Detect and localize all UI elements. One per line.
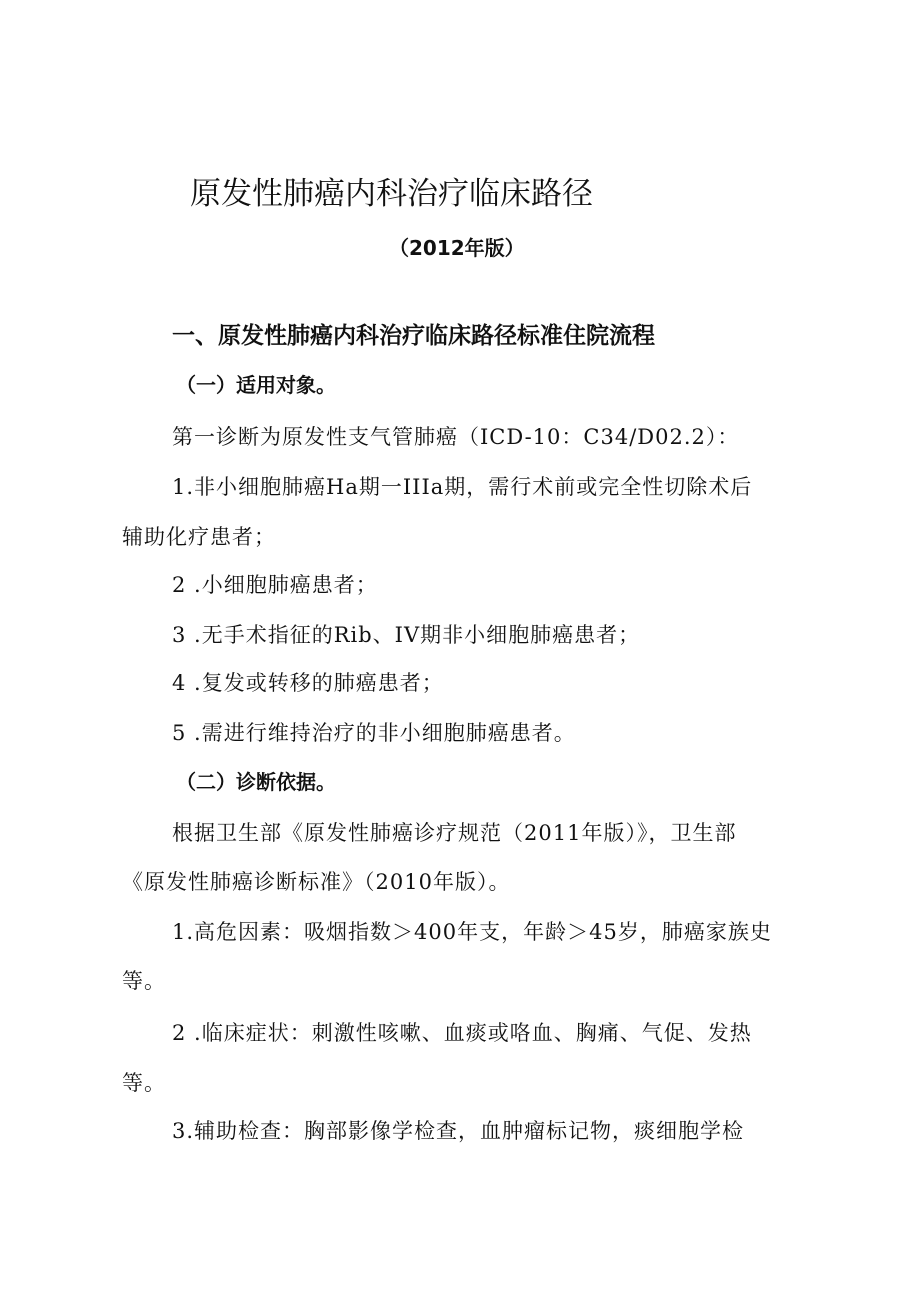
diagnosis-item-1-line-1: 1.高危因素：吸烟指数＞400年支，年龄＞45岁，肺癌家族史: [172, 920, 772, 944]
paragraph-basis-line-2: 《原发性肺癌诊断标准》（2010年版）。: [122, 870, 511, 894]
section-heading: 一、原发性肺癌内科治疗临床路径标准住院流程: [172, 323, 655, 349]
diagnosis-item-1-line-2: 等。: [122, 969, 166, 993]
list-item-3: 3 .无手术指征的Rib、IV期非小细胞肺癌患者；: [172, 623, 641, 647]
list-item-5: 5 .需进行维持治疗的非小细胞肺癌患者。: [172, 721, 576, 745]
list-item-2: 2 .小细胞肺癌患者；: [172, 573, 378, 597]
diagnosis-item-2-line-2: 等。: [122, 1071, 166, 1095]
list-item-1-line-2: 辅助化疗患者；: [122, 525, 276, 549]
edition-label: （2012年版）: [389, 236, 525, 260]
diagnosis-item-3-line-1: 3.辅助检查：胸部影像学检查，血肿瘤标记物，痰细胞学检: [172, 1119, 745, 1143]
subsection-heading-applicable-subjects: （一）适用对象。: [176, 373, 336, 397]
subsection-heading-diagnosis-basis: （二）诊断依据。: [176, 770, 336, 794]
paragraph-first-diagnosis: 第一诊断为原发性支气管肺癌（ICD-10：C34/D02.2）：: [172, 425, 740, 449]
diagnosis-item-2-line-1: 2 .临床症状：刺激性咳嗽、血痰或咯血、胸痛、气促、发热: [172, 1021, 752, 1045]
list-item-1-line-1: 1.非小细胞肺癌Ha期一IIIa期，需行术前或完全性切除术后: [172, 475, 753, 499]
document-title: 原发性肺癌内科治疗临床路径: [190, 176, 593, 212]
paragraph-basis-line-1: 根据卫生部《原发性肺癌诊疗规范（2011年版）》，卫生部: [172, 821, 737, 845]
list-item-4: 4 .复发或转移的肺癌患者；: [172, 671, 444, 695]
